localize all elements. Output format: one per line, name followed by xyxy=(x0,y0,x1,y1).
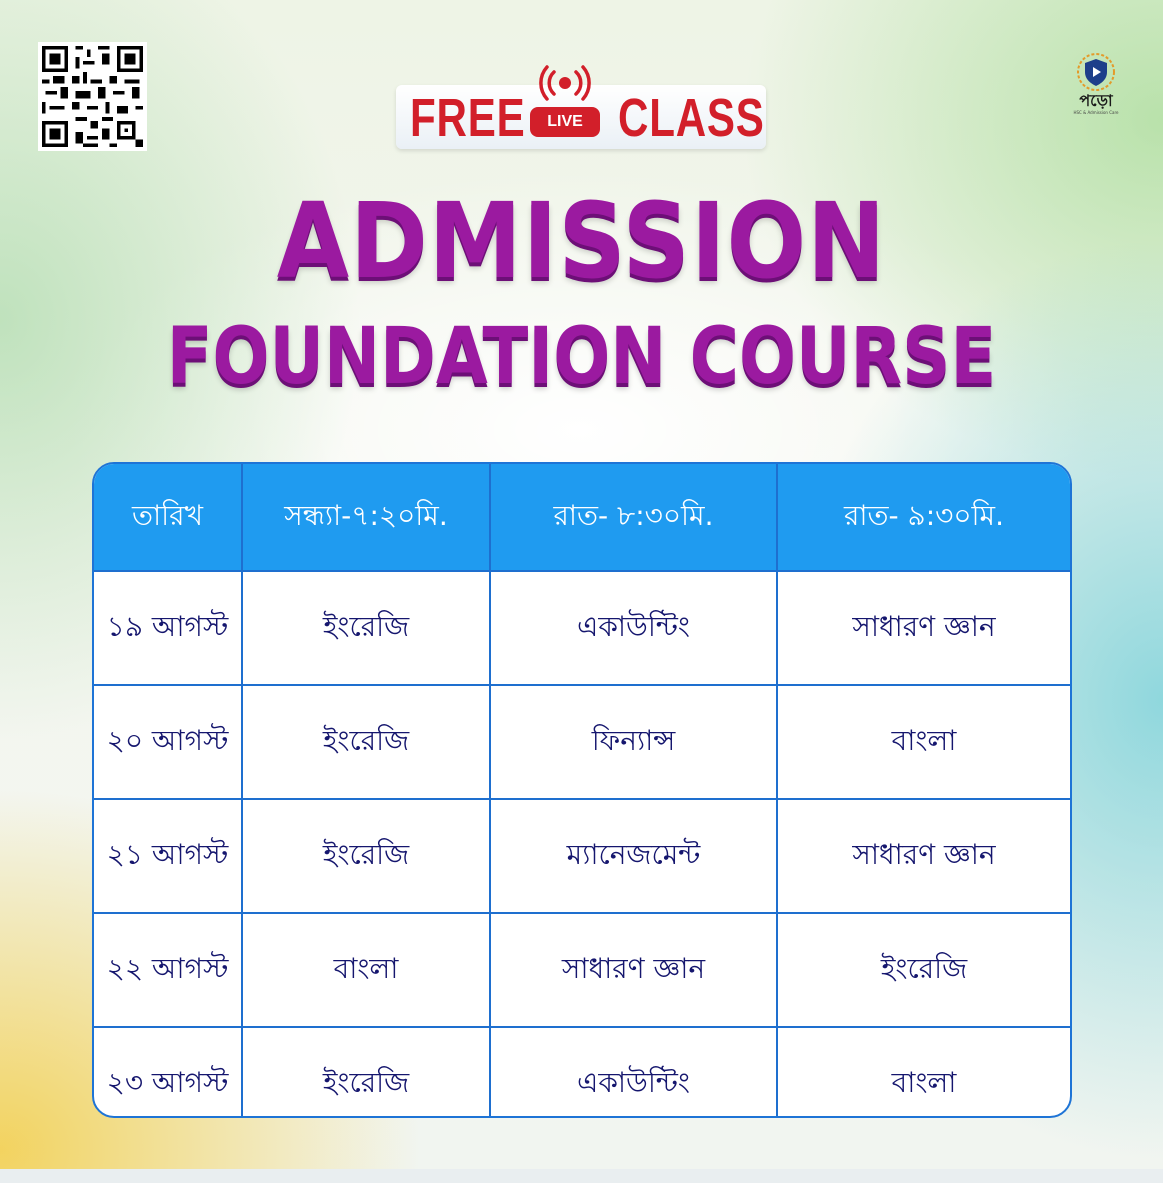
logo-tagline: HSC & Admission Care xyxy=(1073,110,1119,115)
cell-subject: একাউন্টিং xyxy=(490,1027,777,1118)
logo-wordmark: পড়ো xyxy=(1079,91,1113,110)
cell-subject: বাংলা xyxy=(891,1065,957,1099)
cell-subject: সাধারণ জ্ঞান xyxy=(490,913,777,1027)
cell-date: ২৩ আগস্ট xyxy=(94,1027,242,1118)
header-slot-night-2: রাত- ৯:৩০মি. xyxy=(777,464,1070,571)
table-header-row xyxy=(94,464,1070,571)
cell-date: ১৯ আগস্ট xyxy=(94,571,242,685)
cell-subject: ফিন্যান্স xyxy=(490,685,777,799)
table-row xyxy=(94,685,1070,799)
cell-subject: ইংরেজি xyxy=(242,799,490,913)
cell-subject: বাংলা xyxy=(777,685,1070,799)
headline-foundation-course: FOUNDATION COURSE xyxy=(166,312,997,402)
cell-date: ২০ আগস্ট xyxy=(94,685,242,799)
bottom-strip xyxy=(0,1169,1163,1183)
cell-subject: ইংরেজি xyxy=(242,571,490,685)
live-pill: LIVE xyxy=(530,107,600,137)
header-slot-evening: সন্ধ্যা-৭:২০মি. xyxy=(242,464,490,571)
cell-subject: সাধারণ জ্ঞান xyxy=(777,799,1070,913)
header-slot-night-1: রাত- ৮:৩০মি. xyxy=(490,464,777,571)
cell-subject: ইংরেজি xyxy=(242,685,490,799)
table-row xyxy=(94,571,1070,685)
schedule-table xyxy=(94,464,1070,1118)
cell-subject: সাধারণ জ্ঞান xyxy=(777,571,1070,685)
cell-subject: একাউন্টিং xyxy=(490,571,777,685)
badge-free-text: FREE xyxy=(410,88,526,148)
brand-logo[interactable] xyxy=(1066,52,1126,124)
header-date: তারিখ xyxy=(94,464,242,571)
shield-play-icon xyxy=(1076,52,1116,92)
headline-admission: ADMISSION xyxy=(276,180,887,302)
table-row xyxy=(94,913,1070,1027)
schedule-table-container xyxy=(92,462,1072,1118)
cell-date: ২২ আগস্ট xyxy=(94,913,242,1027)
table-row xyxy=(94,799,1070,913)
badge-class-text: CLASS xyxy=(618,88,765,148)
table-row xyxy=(94,1027,1070,1118)
cell-subject: ইংরেজি xyxy=(777,913,1070,1027)
cell-subject: বাংলা xyxy=(242,913,490,1027)
broadcast-signal-icon xyxy=(534,57,596,103)
cell-date: ২১ আগস্ট xyxy=(94,799,242,913)
free-live-class-badge xyxy=(396,85,766,149)
qr-code[interactable] xyxy=(38,42,147,151)
cell-subject: ইংরেজি xyxy=(242,1027,490,1118)
cell-subject: ম্যানেজমেন্ট xyxy=(490,799,777,913)
